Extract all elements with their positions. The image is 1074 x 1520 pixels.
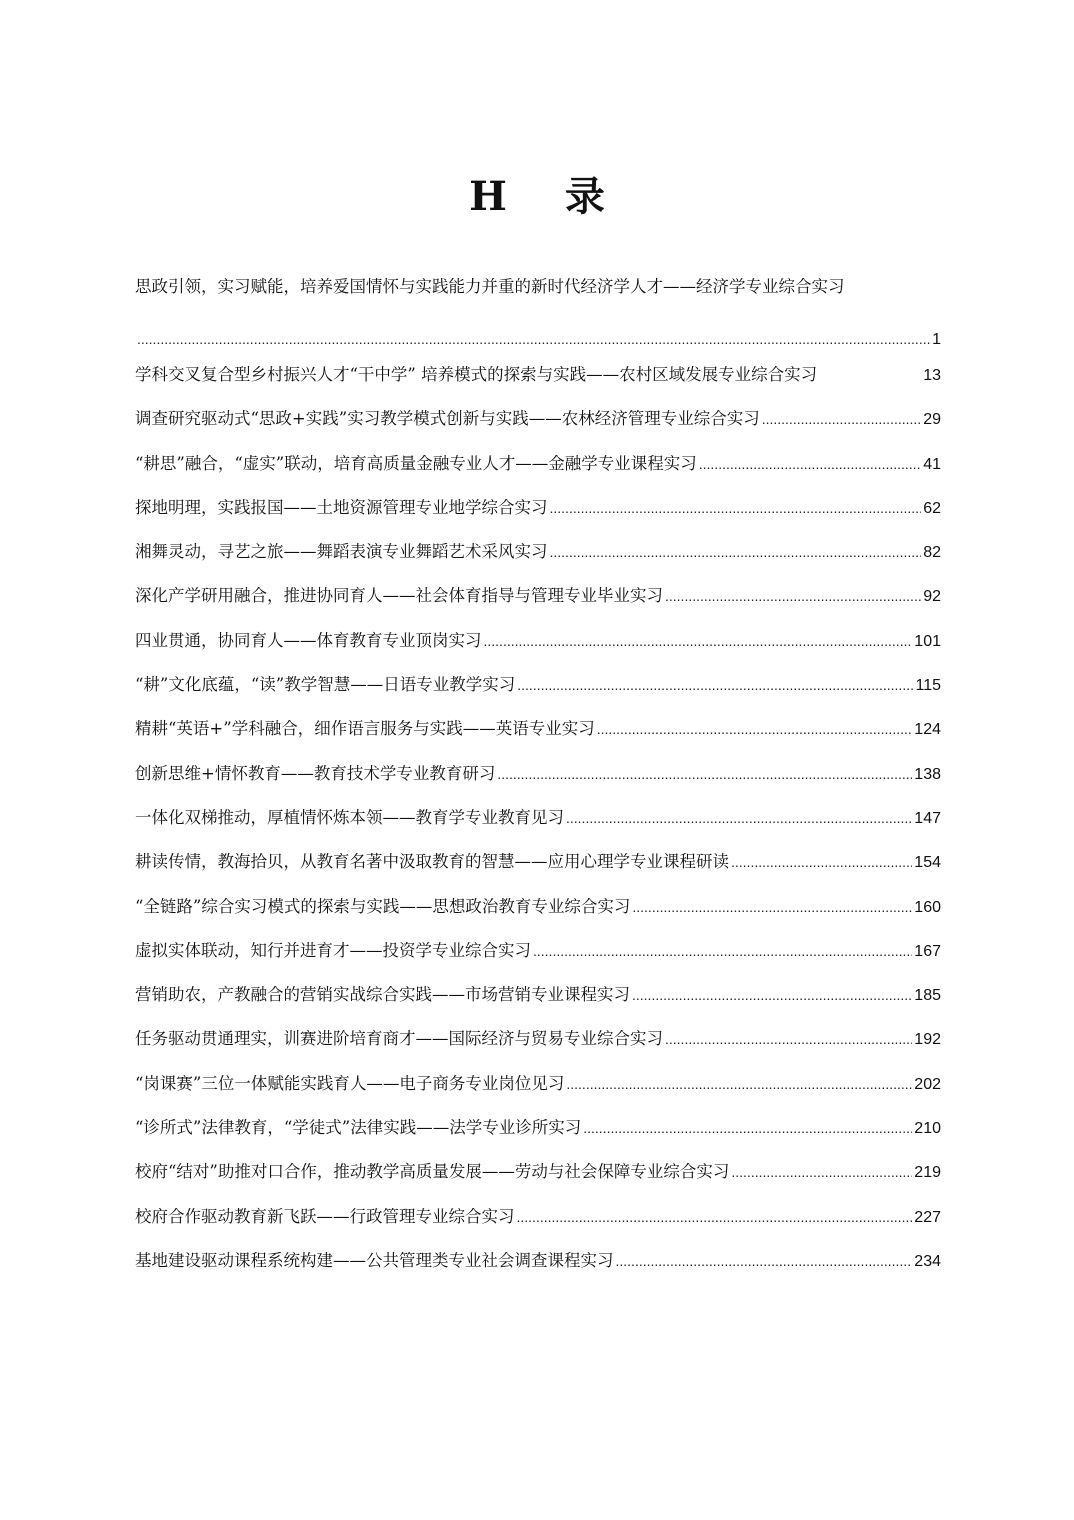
toc-entry-page: 192 [914, 1031, 941, 1049]
toc-entry-page: 41 [923, 455, 941, 473]
toc-entry-page: 185 [914, 987, 941, 1005]
toc-entry[interactable] [135, 1117, 941, 1161]
toc-entry[interactable] [135, 896, 941, 940]
dot-leader [632, 896, 912, 918]
toc-entry[interactable] [135, 807, 941, 851]
toc-entry[interactable] [135, 763, 941, 807]
dot-leader [632, 984, 912, 1006]
toc-entry[interactable] [135, 1250, 941, 1294]
dot-leader [616, 1250, 913, 1272]
toc-entry-title: 校府合作驱动教育新飞跃——行政管理专业综合实习 [135, 1206, 515, 1226]
dot-leader [597, 718, 913, 740]
toc-entry-page: 219 [914, 1164, 941, 1182]
dot-leader [517, 1206, 913, 1228]
toc-entry[interactable] [135, 1028, 941, 1072]
toc-entry-page: 29 [923, 411, 941, 429]
table-of-contents [135, 276, 941, 1294]
toc-entry-page: 167 [914, 942, 941, 960]
toc-entry-title: 探地明理，实践报国——土地资源管理专业地学综合实习 [135, 497, 548, 517]
dot-leader [566, 807, 912, 829]
toc-entry[interactable] [135, 1206, 941, 1250]
toc-entry-title: 思政引领，实习赋能，培养爱国情怀与实践能力并重的新时代经济学人才——经济学专业综合实习 [135, 277, 845, 296]
dot-leader [762, 408, 922, 430]
toc-entry-page: 138 [914, 765, 941, 783]
toc-entry-title: 基地建设驱动课程系统构建——公共管理类专业社会调查课程实习 [135, 1250, 614, 1270]
dot-leader [566, 1073, 912, 1095]
dot-leader [497, 763, 912, 785]
dot-leader [665, 585, 921, 607]
dot-leader [517, 674, 913, 696]
toc-entry[interactable] [135, 541, 941, 585]
dot-leader [550, 541, 922, 563]
toc-entry-title: 虚拟实体联动，知行并进育才——投资学专业综合实习 [135, 940, 531, 960]
toc-entry-title: 校府“结对”助推对口合作，推动教学高质量发展——劳动与社会保障专业综合实习 [135, 1162, 730, 1182]
toc-entry-title: 耕读传情，教海拾贝，从教育名著中汲取教育的智慧——应用心理学专业课程研读 [135, 852, 729, 872]
toc-entry[interactable] [135, 851, 941, 895]
dot-leader [137, 328, 930, 350]
toc-entry-title: 任务驱动贯通理实，训赛进阶培育商才——国际经济与贸易专业综合实习 [135, 1029, 663, 1049]
toc-entry-page: 82 [923, 544, 941, 562]
toc-entry-title: “诊所式”法律教育，“学徒式”法律实践——法学专业诊所实习 [135, 1118, 582, 1138]
dot-leader [731, 851, 912, 873]
toc-entry-page: 160 [914, 898, 941, 916]
toc-entry-page: 1 [932, 331, 941, 348]
toc-entry-title: 一体化双梯推动，厚植情怀炼本领——教育学专业教育见习 [135, 807, 564, 827]
dot-leader [699, 453, 921, 475]
toc-entry-page: 13 [923, 367, 941, 384]
page-title [0, 165, 1074, 222]
toc-entry[interactable] [135, 1161, 941, 1205]
toc-entry-page: 147 [914, 809, 941, 827]
toc-entry-page: 210 [914, 1120, 941, 1138]
toc-entry-page: 92 [923, 588, 941, 606]
toc-entry-page: 115 [915, 677, 941, 695]
toc-entry-page: 124 [914, 721, 941, 739]
toc-entry[interactable] [135, 408, 941, 452]
toc-entry-page: 234 [914, 1252, 941, 1270]
toc-entry-page: 62 [923, 499, 941, 517]
toc-entry-title: 创新思维+情怀教育——教育技术学专业教育研习 [135, 763, 496, 783]
toc-entry[interactable] [135, 1073, 941, 1117]
toc-entry-title: 学科交叉复合型乡村振兴人才“干中学” 培养模式的探索与实践——农村区域发展专业综合实习 [135, 365, 818, 384]
toc-entry[interactable] [135, 497, 941, 541]
toc-entry[interactable] [135, 585, 941, 629]
toc-entry[interactable] [135, 984, 941, 1028]
toc-entry-title: 湘舞灵动，寻艺之旅——舞蹈表演专业舞蹈艺术采风实习 [135, 542, 548, 562]
dot-leader [550, 497, 922, 519]
toc-entry-title: “耕思”融合，“虚实”联动，培育高质量金融专业人才——金融学专业课程实习 [135, 453, 697, 473]
dot-leader [583, 1117, 912, 1139]
dot-leader [731, 1161, 912, 1183]
toc-entry[interactable] [135, 674, 941, 718]
toc-entry-title: “全链路”综合实习模式的探索与实践——思想政治教育专业综合实习 [135, 896, 631, 916]
toc-entry-page: 101 [914, 632, 941, 650]
toc-entry-page: 154 [914, 854, 941, 872]
dot-leader [484, 630, 913, 652]
toc-entry-title: 营销助农，产教融合的营销实战综合实践——市场营销专业课程实习 [135, 985, 630, 1005]
toc-entry-title: “岗课赛”三位一体赋能实践育人——电子商务专业岗位见习 [135, 1073, 565, 1093]
toc-entry-continuation[interactable] [135, 328, 941, 364]
toc-entry-title: 调查研究驱动式“思政+实践”实习教学模式创新与实践——农林经济管理专业综合实习 [135, 409, 760, 429]
toc-entry-title: “耕”文化底蕴，“读”教学智慧——日语专业教学实习 [135, 675, 516, 695]
toc-entry[interactable] [135, 364, 941, 408]
toc-entry[interactable] [135, 718, 941, 762]
toc-entry[interactable] [135, 630, 941, 674]
toc-entry-title: 深化产学研用融合，推进协同育人——社会体育指导与管理专业毕业实习 [135, 586, 663, 606]
toc-entry-title: 精耕“英语+”学科融合，细作语言服务与实践——英语专业实习 [135, 719, 595, 739]
toc-entry[interactable] [135, 453, 941, 497]
dot-leader [533, 940, 912, 962]
toc-entry-page: 202 [914, 1075, 941, 1093]
toc-entry[interactable] [135, 940, 941, 984]
title-right: 录 [564, 173, 605, 220]
toc-entry[interactable] [135, 276, 941, 328]
title-left: H [469, 173, 507, 220]
toc-entry-title: 四业贯通，协同育人——体育教育专业顶岗实习 [135, 630, 482, 650]
toc-entry-page: 227 [914, 1208, 941, 1226]
dot-leader [665, 1028, 912, 1050]
